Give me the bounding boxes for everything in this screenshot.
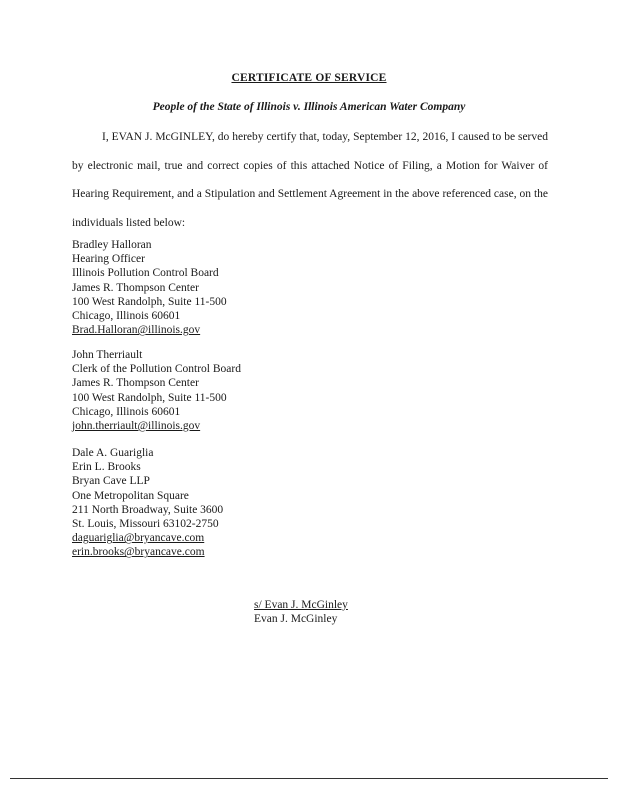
recipient-email-link[interactable]: daguariglia@bryancave.com	[72, 532, 205, 545]
recipient-name: Bradley Halloran	[72, 239, 152, 251]
recipient-name: John Therriault	[72, 349, 143, 361]
recipient-email-link[interactable]: Brad.Halloran@illinois.gov	[72, 324, 201, 337]
recipient-street: 100 West Randolph, Suite 11-500	[72, 391, 227, 404]
electronic-signature: s/ Evan J. McGinley	[254, 599, 348, 611]
document-title: CERTIFICATE OF SERVICE	[231, 72, 387, 84]
recipient-city: Chicago, Illinois 60601	[72, 405, 181, 418]
recipient-city: Chicago, Illinois 60601	[72, 310, 181, 323]
footer-divider	[10, 778, 608, 779]
recipient-building: James R. Thompson Center	[72, 377, 199, 390]
recipient-name: Dale A. Guariglia	[72, 447, 154, 459]
recipient-email-link[interactable]: john.therriault@illinois.gov	[72, 420, 201, 433]
recipient-organization: Illinois Pollution Control Board	[72, 267, 219, 280]
recipient-organization: Bryan Cave LLP	[72, 475, 150, 488]
recipient-email-link[interactable]: erin.brooks@bryancave.com	[72, 546, 205, 559]
recipient-street: 100 West Randolph, Suite 11-500	[72, 295, 227, 308]
service-recipient-bryan-cave	[72, 446, 223, 560]
case-caption: People of the State of Illinois v. Illinois American Water Company	[152, 101, 466, 113]
recipient-city: St. Louis, Missouri 63102-2750	[72, 518, 219, 531]
service-recipient-halloran	[72, 238, 227, 337]
recipient-street: 211 North Broadway, Suite 3600	[72, 503, 224, 516]
service-recipient-therriault	[72, 348, 241, 433]
recipient-title: Clerk of the Pollution Control Board	[72, 363, 241, 376]
recipient-building: One Metropolitan Square	[72, 489, 189, 502]
signature-block	[254, 598, 348, 626]
certification-paragraph: I, EVAN J. McGINLEY, do hereby certify that, today, September 12, 2016, I caused to be served by electronic mail, true and correct copies of this attached Notice of Filing, a Motion for Waiver of Hearing Requirement, and a Stipulation and Settlement Agreement in the above referenced case, on the individuals listed below:	[72, 131, 548, 229]
recipient-building: James R. Thompson Center	[72, 281, 199, 294]
recipient-name: Erin L. Brooks	[72, 461, 141, 474]
printed-signer-name: Evan J. McGinley	[254, 613, 338, 626]
recipient-title: Hearing Officer	[72, 253, 145, 266]
